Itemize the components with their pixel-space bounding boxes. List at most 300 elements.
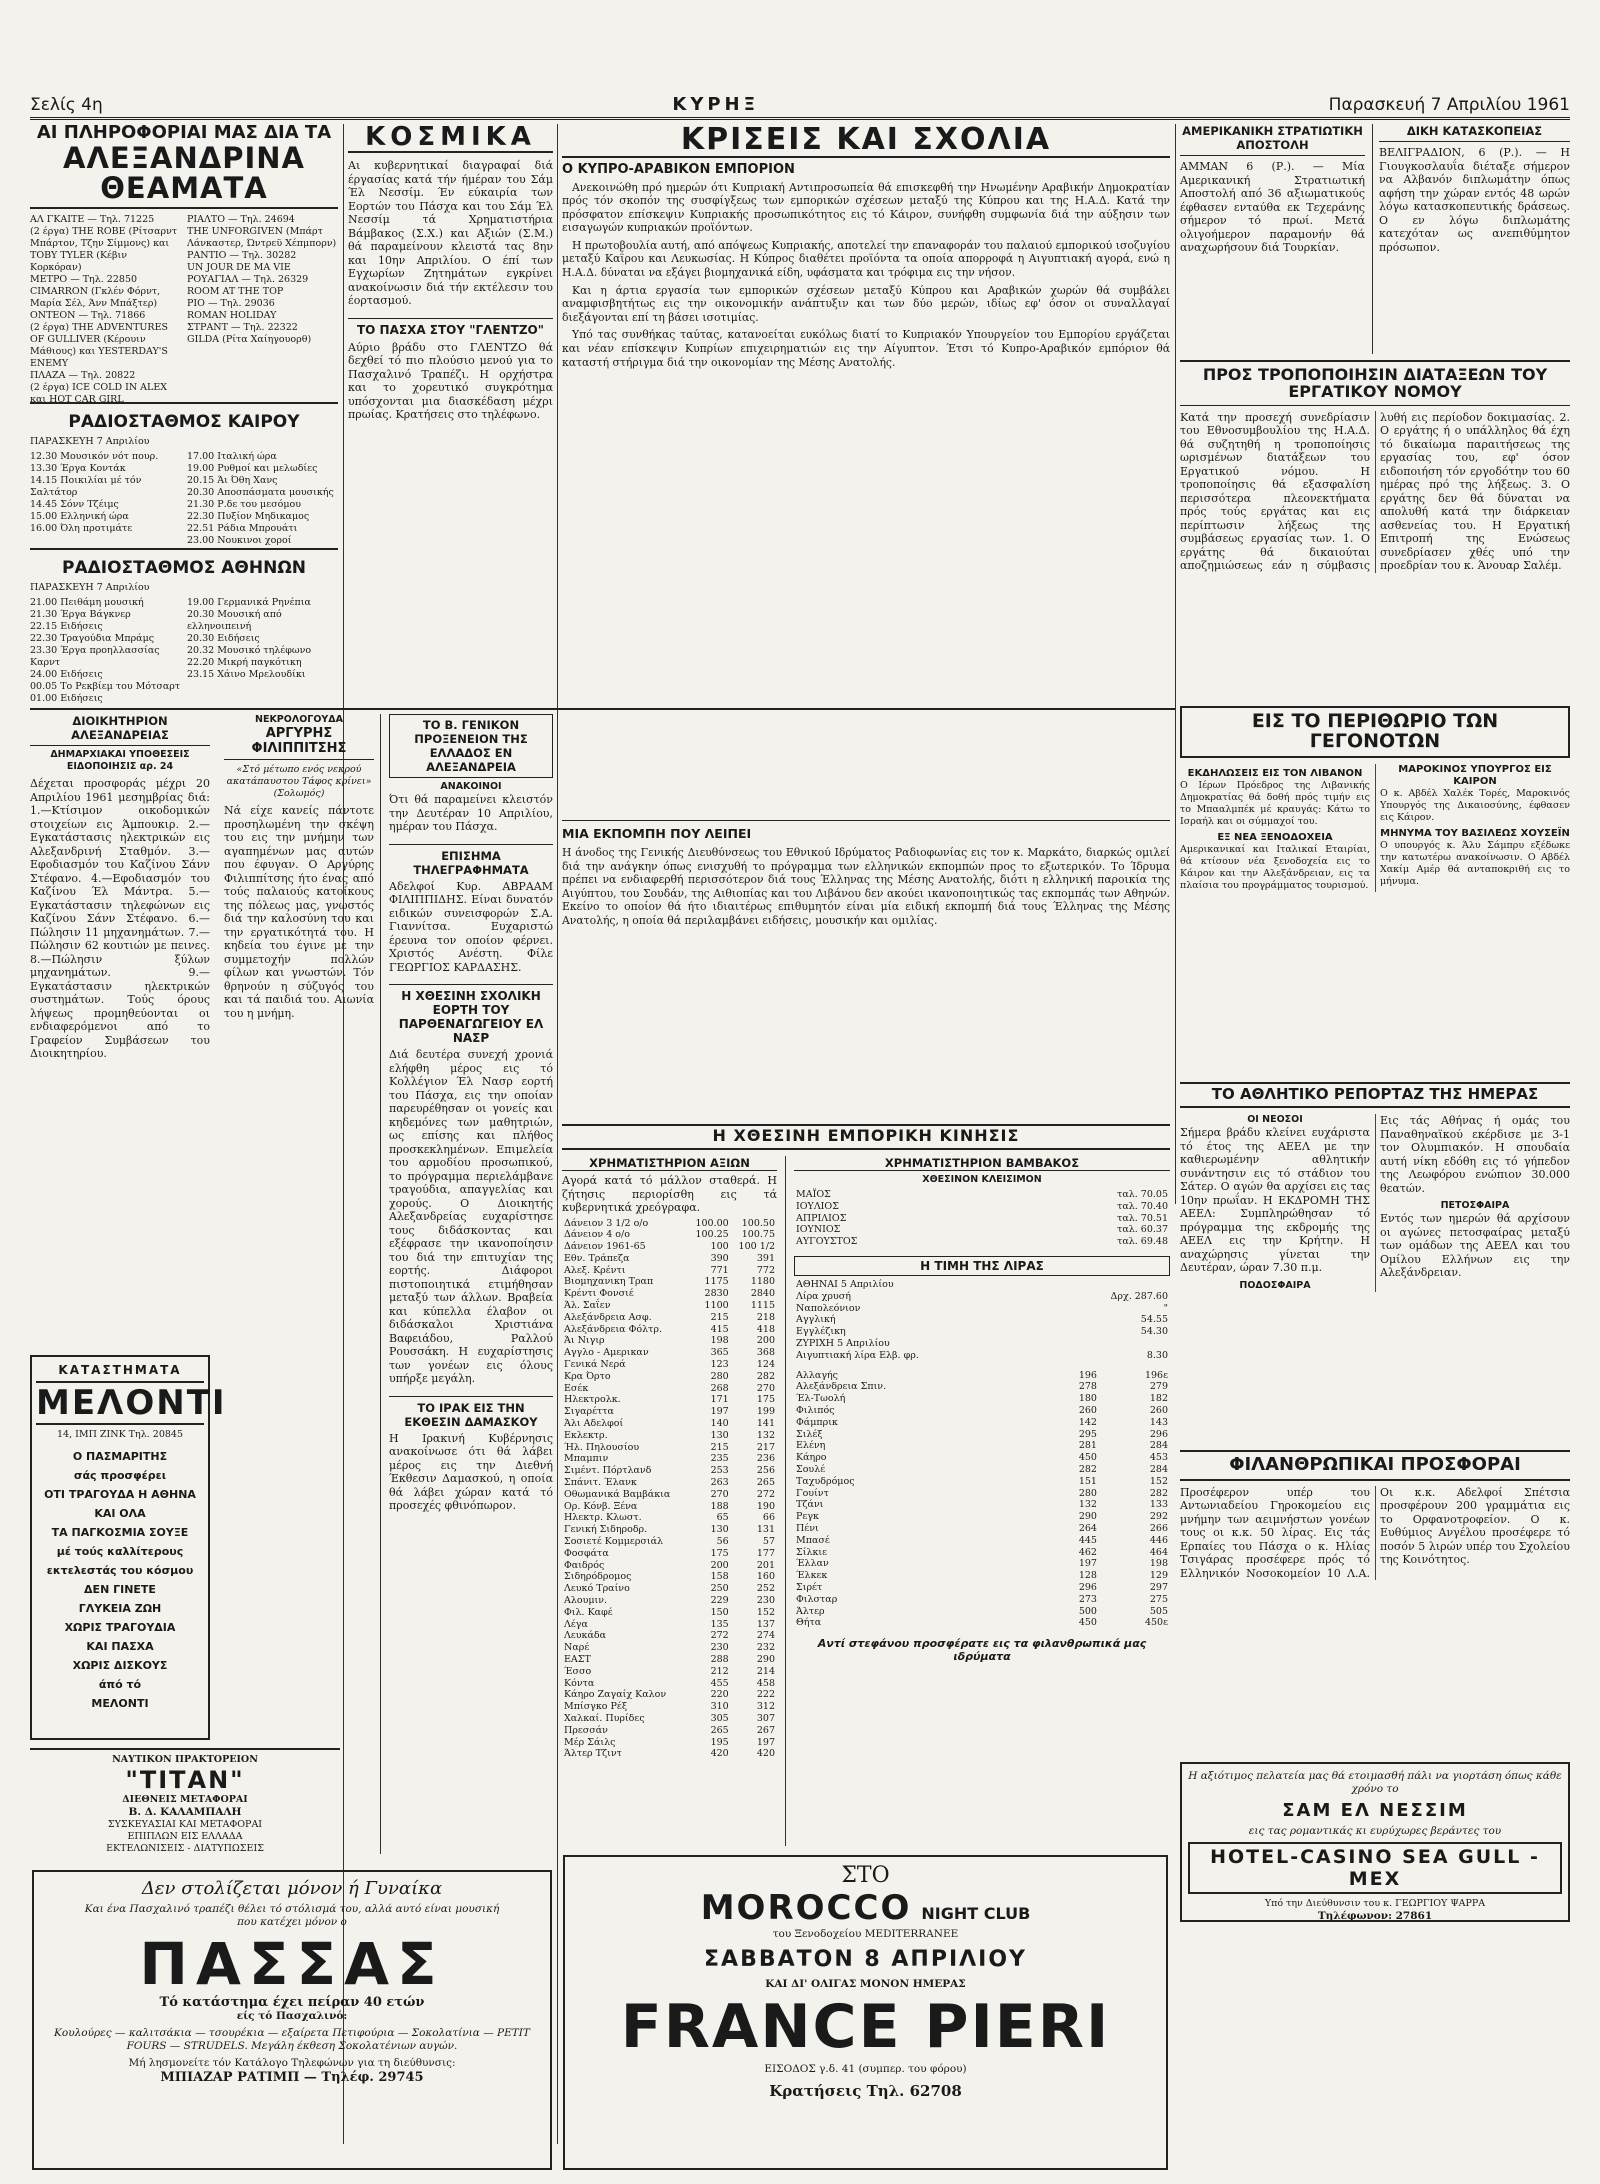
row-label: Κάηρο <box>796 1452 827 1464</box>
stock-row <box>562 1701 777 1713</box>
row-value: 445 <box>1078 1534 1097 1546</box>
row-value: 133 <box>1149 1499 1168 1511</box>
lira-row <box>794 1291 1170 1303</box>
radio-program-line: 00.05 Το Ρεκβίεμ του Μότσαρτ <box>30 681 181 692</box>
row-label: Δάνειον 1961-65 <box>564 1241 646 1253</box>
bond-row <box>794 1617 1170 1629</box>
lira-row <box>794 1326 1170 1338</box>
admin-notice <box>30 714 210 1344</box>
stock-row <box>562 1276 777 1288</box>
stock-row <box>562 1312 777 1324</box>
cosmika-section <box>348 124 553 704</box>
row-value: 307 <box>756 1712 775 1724</box>
row-value: 236 <box>756 1453 775 1465</box>
sport-body: Σήμερα βράδυ κλείνει ευχάριστα τό έτος της ΑΕΕΛ με την καθιερωμένην αθλητικήν συνάντησιν εις τό στάδιον του Σάτερ. Ο αγών θα αρχίσει εις τας 10ην πρωΐαν. Η ΕΚΔΡΟΜΗ ΤΗΣ ΑΕΕΛ: Συμπληρώθησαν τό πρόγραμμα της εκδρομής της ΑΕΕΛ εις την Κρήτην. Η αναχώρησις γίνεται την Δευτέραν, ώραν 7.30 π.μ. <box>1180 1126 1370 1274</box>
masthead <box>30 92 1570 120</box>
obituary <box>224 714 381 1854</box>
bond-row <box>794 1488 1170 1500</box>
row-label: Αιγυπτιακή λίρα Ελβ. φρ. <box>796 1349 919 1361</box>
row-label: Κρα Όρτο <box>564 1370 611 1382</box>
cotton-table <box>794 1189 1170 1248</box>
row-value: 290 <box>1078 1511 1097 1523</box>
row-value: 1175 <box>704 1276 729 1288</box>
row-value: 252 <box>756 1583 775 1595</box>
stock-row <box>562 1324 777 1336</box>
theater-listing-line: (2 έργα) THE ADVENTURES OF GULLIVER (Κέρουιν Μάθιους) και YESTERDAY'S ENEMY <box>30 321 169 369</box>
cosmika-title: ΚΟΣΜΙΚΑ <box>348 124 553 153</box>
theaters-title: ΑΛΕΞΑΝΔΡΙΝΑ ΘΕΑΜΑΤΑ <box>30 143 338 209</box>
mission-title: ΜΙΑ ΕΚΠΟΜΠΗ ΠΟΥ ΛΕΙΠΕΙ <box>562 826 752 841</box>
stock-row <box>562 1465 777 1477</box>
row-value: 265 <box>756 1477 775 1489</box>
row-label: Κρέντι Φονσιέ <box>564 1288 634 1300</box>
row-label: Πρεσσάν <box>564 1724 608 1736</box>
row-value: 292 <box>1149 1511 1168 1523</box>
radio-program-line: 20.15 Άι Όθη Χανς <box>187 475 278 486</box>
cotton-row <box>794 1224 1170 1236</box>
issue-date: Παρασκευή 7 Απριλίου 1961 <box>1328 95 1570 115</box>
row-value: 141 <box>756 1418 775 1430</box>
theater-listing-line: ROMAN HOLIDAY <box>187 309 277 321</box>
stock-row <box>562 1288 777 1300</box>
row-value: 284 <box>1149 1463 1168 1475</box>
labor-title: ΠΡΟΣ ΤΡΟΠΟΠΟΙΗΣΙΝ ΔΙΑΤΑΞΕΩΝ ΤΟΥ ΕΡΓΑΤΙΚΟΥ ΝΟΜΟΥ <box>1180 367 1570 406</box>
row-value: 222 <box>756 1689 775 1701</box>
stocks-title: ΧΡΗΜΑΤΙΣΤΗΡΙΟΝ ΑΞΙΩΝ <box>562 1156 777 1171</box>
stock-row <box>562 1571 777 1583</box>
row-value: 215 <box>710 1441 729 1453</box>
easter-body: Αύριο βράδυ στο ΓΛΕΝΤΖΟ θά δεχθεί τό πιο πλούσιο μενού για το Πασχαλινό Τραπέζι. Η ορχήστρα και το χορευτικό συγκρότημα υπόσχονται μια διασκέδαση μέχρι πρωίας. Κρατήσεις στο τηλέφωνο. <box>348 340 553 422</box>
theater-listing-line: ΡΟΥΑΓΙΑΛ — Τηλ. 26329 <box>187 273 309 285</box>
market-banner <box>562 1124 1170 1150</box>
radio-cairo-date: ΠΑΡΑΣΚΕΥΗ 7 Απριλίου <box>30 436 150 447</box>
radio-program-line: 20.30 Μουσική από ελληνοιπεινή <box>187 609 282 632</box>
theater-listing-line: ΣΤΡΑΝΤ — Τηλ. 22322 <box>187 321 298 333</box>
row-label: Εγγλέζικη <box>796 1326 846 1338</box>
mission-section <box>562 820 1170 1120</box>
row-label: Άι Νιγιρ <box>564 1335 605 1347</box>
titan-head: ΝΑΥΤΙΚΟΝ ΠΡΑΚΤΟΡΕΙΟΝ <box>112 1754 258 1765</box>
row-value: 54.30 <box>1140 1326 1168 1338</box>
hotel-ad <box>1180 1762 1570 1922</box>
school-title: Η ΧΘΕΣΙΝΗ ΣΧΟΛΙΚΗ ΕΟΡΤΗ ΤΟΥ ΠΑΡΘΕΝΑΓΩΓΕΙΟΥ ΕΛ ΝΑΣΡ <box>389 984 553 1045</box>
radio-program-line: 22.51 Ράδια Μπρουάτι <box>187 523 298 534</box>
row-value: 2830 <box>704 1288 729 1300</box>
row-value: 100.00 <box>695 1217 729 1229</box>
row-label: Έλ-Τωολή <box>796 1393 846 1405</box>
stores-ad-line: ΤΑ ΠΑΓΚΟΣΜΙΑ ΣΟΥΞΕ <box>51 1526 189 1539</box>
row-value: 390 <box>710 1252 729 1264</box>
bond-row <box>794 1582 1170 1594</box>
titan-ad-line: ΕΠΙΠΛΩΝ ΕΙΣ ΕΛΛΑΔΑ <box>127 1831 243 1842</box>
stock-row <box>562 1394 777 1406</box>
charity-title: ΦΙΛΑΝΘΡΩΠΙΚΑΙ ΠΡΟΣΦΟΡΑΙ <box>1180 1450 1570 1481</box>
theater-listing-line: ΠΛΑΖΑ — Τηλ. 20822 <box>30 369 136 381</box>
column-rule <box>1175 124 1176 1204</box>
row-value: 458 <box>756 1677 775 1689</box>
bond-row <box>794 1440 1170 1452</box>
row-value: 2840 <box>750 1288 775 1300</box>
row-value: 215 <box>710 1311 729 1323</box>
radio-program-line: 20.30 Ειδήσεις <box>187 633 260 644</box>
consul-body: Ότι θά παραμείνει κλειστόν την Δευτέραν 10 Απριλίου, ημέραν του Πάσχα. <box>389 793 553 833</box>
row-value: 188 <box>710 1500 729 1512</box>
page-number: Σελίς 4η <box>30 95 103 115</box>
row-value: 368 <box>756 1347 775 1359</box>
hotel-owner: Υπό την Διεύθυνσιν του κ. ΓΕΩΡΓΙΟΥ ΨΑΡΡΑ <box>1264 1898 1486 1909</box>
theater-listing-line: UN JOUR DE MA VIE <box>187 261 291 273</box>
theater-listing-line: ΡΑΝΤΙΟ — Τηλ. 30282 <box>187 249 297 261</box>
radio-program-line: 20.30 Αποσπάσματα μουσικής <box>187 487 334 498</box>
row-value: 235 <box>710 1453 729 1465</box>
passas-address: ΜΠΙΑΖΑΡ ΡΑΤΙΜΠ — Τηλέφ. 29745 <box>160 2070 424 2085</box>
row-value: 265 <box>710 1724 729 1736</box>
obit-name: ΑΡΓΥΡΗΣ ΦΙΛΙΠΠΙΤΣΗΣ <box>224 726 374 760</box>
row-label: Θήτα <box>796 1617 822 1629</box>
row-label: Σιρέτ <box>796 1581 823 1593</box>
row-value: 142 <box>1078 1416 1097 1428</box>
iraq-body: Η Ιρακινή Κυβέρνησις ανακοίνωσε ότι θά λάβει μέρος εις την Διεθνή Έκθεσιν Δαμασκού, η οποία θά λάβει χώραν κατά τό προσεχές φθινόπωρον. <box>389 1431 553 1512</box>
row-label: Αγγλο - Αμερικαν <box>564 1347 649 1359</box>
row-value: 446 <box>1149 1534 1168 1546</box>
row-label: Ορ. Κόνβ. Ξένα <box>564 1500 638 1512</box>
row-value: 100.75 <box>741 1229 775 1241</box>
radio-athens-left-list <box>30 597 181 705</box>
football-body: Εις τάς Αθήνας ή ομάς του Παναθηναϊκού εκέρδισε με 3-1 τον Ολυμπιακόν. Η σπουδαία αυτή νίκη εδόθη εις τό γήπεδον της Λεωφόρου ενώπιον 30.000 θεατών. <box>1380 1114 1570 1195</box>
row-value: 418 <box>756 1323 775 1335</box>
row-label: Σιμέντ. Πόρτλανδ <box>564 1465 652 1477</box>
stores-lines <box>36 1447 204 1713</box>
telegrams-body: Αδελφοί Κυρ. ΑΒΡΑΑΜ ΦΙΛΙΠΠΙΔΗΣ. Είναι δυνατόν ειδικών συνεισφορών Σ.Α. Γιαννίτσα. Ευχαριστώ έρευνα τον οποίον φέρνει. Χριστός Ανέστη. Φίλε ΓΕΩΡΓΙΟΣ ΚΑΡΔΑΣΗΣ. <box>389 879 553 974</box>
row-label: Φοσφάτα <box>564 1547 609 1559</box>
crises-title: ΚΡΙΣΕΙΣ ΚΑΙ ΣΧΟΛΙΑ <box>562 124 1170 158</box>
radio-cairo-section <box>30 402 338 546</box>
bond-row <box>794 1499 1170 1511</box>
row-label: Πένι <box>796 1522 819 1534</box>
stores-ad-line: ΧΩΡΙΣ ΤΡΑΓΟΥΔΙΑ <box>64 1621 176 1634</box>
row-label: Ήλ. Πηλουσίου <box>564 1441 640 1453</box>
morocco-name: MOROCCO <box>700 1888 912 1928</box>
row-value: 772 <box>756 1264 775 1276</box>
row-value <box>1047 1279 1170 1291</box>
row-label: Κόντα <box>564 1677 595 1689</box>
row-value: 198 <box>710 1335 729 1347</box>
morocco-pre: ΣΤΟ <box>841 1863 890 1888</box>
row-label: Σιλέξ <box>796 1428 823 1440</box>
row-value: 232 <box>756 1642 775 1654</box>
row-value: 274 <box>756 1630 775 1642</box>
row-label: Αλεξάνδρεια Φόλτρ. <box>564 1323 663 1335</box>
row-value: 200 <box>710 1559 729 1571</box>
col2-lower <box>218 714 553 1854</box>
row-value: 305 <box>710 1712 729 1724</box>
row-value: 229 <box>710 1595 729 1606</box>
amer-mission <box>1180 124 1365 354</box>
morocco-only: ΚΑΙ ΔΙ' ΟΛΙΓΑΣ ΜΟΝΟΝ ΗΜΕΡΑΣ <box>765 1978 966 1990</box>
row-value: 152 <box>1149 1475 1168 1487</box>
stock-row <box>562 1229 777 1241</box>
row-label: ΜΑΪΟΣ <box>796 1189 831 1200</box>
row-value: 462 <box>1078 1546 1097 1558</box>
row-value: 453 <box>1149 1452 1168 1464</box>
stores-ad-line: ΔΕΝ ΓΙΝΕΤΕ <box>84 1583 156 1596</box>
easter-title: ΤΟ ΠΑΣΧΑ ΣΤΟΥ "ΓΛΕΝΤΖΟ" <box>348 318 553 337</box>
row-label: ΑΠΡΙΛΙΟΣ <box>796 1212 847 1224</box>
row-value: 296 <box>1078 1581 1097 1593</box>
stock-row <box>562 1678 777 1690</box>
iraq-title: ΤΟ ΙΡΑΚ ΕΙΣ ΤΗΝ ΕΚΘΕΣΙΝ ΔΑΜΑΣΚΟΥ <box>389 1396 553 1429</box>
passas-catalog: Μή λησμονείτε τόν Κατάλογο Τηλεφώνων για τη διεύθυνσις: <box>128 2057 456 2069</box>
admin-body: Δέχεται προσφοράς μέχρι 20 Απριλίου 1961 μεσημβρίας διά: 1.—Κτίσιμον οικοδομικών στοιχείων εις Άμπουκιρ. 2.—Εγκατάστασις ηλεκτρικών εις Αλεξανδρινή Σταθμόν. 3.—Εφοδιασμόν του Καζίνου Σάνν Στέφανο. 4.—Εφοδιασμόν του Καζίνου Έλ Μάντρα. 5.—Εγκατάστασιν τηλεφώνων εις Καζίνου Σάνν Στέφανο. 6.—Πώλησιν 11 μηχανημάτων. 7.—Πώλησιν 62 κουτιών με πεινες. 8.—Πώλησιν ξύλων μηχανημάτων. 9.—Εγκατάστασιν ηλεκτρικών συστημάτων. Τούς όρους λήψεως προμηθεύονται οι ενδιαφερόμενοι από το Γραφείον Συμβάσεων του Διοικητηρίου. <box>30 777 210 1060</box>
bond-row <box>794 1393 1170 1405</box>
hotel-ad-text: Η αξιότιμος πελατεία μας θά ετοιμασθή πάλι να γιορτάση όπως κάθε χρόνο το <box>1188 1770 1562 1795</box>
stores-ad-line: ΚΑΙ ΟΛΑ <box>94 1507 146 1520</box>
theater-listing-line: THE UNFORGIVEN (Μπάρτ Λάνκαστερ, Ώντρεϋ Χέπμπορν) <box>187 225 337 249</box>
row-value: 270 <box>756 1382 775 1394</box>
stores-ad-line: ΓΛΥΚΕΙΑ ΖΩΗ <box>78 1602 162 1615</box>
row-value: 310 <box>710 1701 729 1713</box>
radio-program-line: 15.00 Ελληνική ώρα <box>30 511 129 522</box>
margin-item-body: Ο Ιέρων Πρόεδρος της Λιβανικής Δημοκρατίας θά δοθή πρός τιμήν εις το Μπααλμπέκ μέ κραυγάς: Κάτω το Ισραήλ και οι σύμμαχοί του. <box>1180 779 1370 827</box>
radio-program-line: 16.00 Όλη προτιμάτε <box>30 523 133 534</box>
row-value: 143 <box>1149 1416 1168 1428</box>
theater-listing-line: ΜΕΤΡΟ — Τηλ. 22850 <box>30 273 138 285</box>
row-value: 280 <box>710 1370 729 1382</box>
stores-ad-line: σάς προσφέρει <box>73 1469 167 1482</box>
row-value: 297 <box>1149 1581 1168 1593</box>
stock-row <box>562 1265 777 1277</box>
row-value: 100 <box>710 1241 729 1253</box>
row-value: 264 <box>1078 1522 1097 1534</box>
row-value: 212 <box>710 1665 729 1677</box>
charity-section <box>1180 1450 1570 1755</box>
stock-row <box>562 1300 777 1312</box>
row-value: 65 <box>716 1512 729 1524</box>
crises-body <box>562 181 1170 370</box>
radio-program-line: 23.00 Νουκινοι χοροί <box>187 535 292 546</box>
row-value: 391 <box>756 1252 775 1264</box>
row-value: 420 <box>710 1748 729 1760</box>
row-label: ΕΑΣΤ <box>564 1653 591 1665</box>
row-label: Φιλσταρ <box>796 1593 838 1605</box>
row-value: 415 <box>710 1323 729 1335</box>
row-label: Άλτερ Τζιντ <box>564 1748 622 1760</box>
stores-ad-line: εκτελεστάς του κόσμου <box>46 1564 194 1577</box>
row-label: Μπασέ <box>796 1534 830 1546</box>
lira-row <box>794 1338 1170 1350</box>
radio-program-line: 20.32 Μουσικό τηλέφωνο <box>187 645 312 656</box>
bond-row <box>794 1523 1170 1535</box>
row-value: 123 <box>710 1359 729 1371</box>
row-value: 217 <box>756 1441 775 1453</box>
margin-item-heading: ΕΞ ΝΕΑ ΞΕΝΟΔΟΧΕΙΑ <box>1217 831 1333 843</box>
row-value: 260 <box>1078 1404 1097 1416</box>
stock-row <box>562 1583 777 1595</box>
amer-title: ΑΜΕΡΙΚΑΝΙΚΗ ΣΤΡΑΤΙΩΤΙΚΗ ΑΠΟΣΤΟΛΗ <box>1180 124 1365 156</box>
row-label: Έλλαν <box>796 1558 829 1570</box>
row-value: ταλ. 70.51 <box>1117 1212 1168 1224</box>
row-value: 197 <box>710 1406 729 1418</box>
row-value: 151 <box>1078 1475 1097 1487</box>
bond-row <box>794 1429 1170 1441</box>
row-value: 152 <box>756 1606 775 1618</box>
row-label: Ναρέ <box>564 1642 590 1654</box>
titan-owner: Β. Δ. ΚΑΛΑΜΠΑΛΗ <box>128 1806 242 1818</box>
row-value: 124 <box>756 1359 775 1371</box>
theater-listing-line: (2 έργα) THE ROBE (Ρίτσαρντ Μπάρτον, Τζην Σίμμονς) και TOBY TYLER (Κέβιν Κορκόραν) <box>30 225 178 273</box>
stock-row <box>562 1607 777 1619</box>
lira-row <box>794 1314 1170 1326</box>
titan-sub: ΔΙΕΘΝΕΙΣ ΜΕΤΑΦΟΡΑΙ <box>122 1794 248 1805</box>
passas-items: Κουλούρες — καλιτσάκια — τσουρέκια — εξαίρετα Πετιφούρια — Σοκολατίνια — PETIT FOURS — STRUDELS. Μεγάλη έκθεση Σοκολατένιων αυγών. <box>54 2027 530 2052</box>
row-label: Γενική Σιδηροδρ. <box>564 1524 648 1536</box>
stock-row <box>562 1501 777 1513</box>
row-value: 295 <box>1078 1428 1097 1440</box>
row-label: Φαιδρός <box>564 1559 605 1571</box>
row-value: Δρχ. 287.60 <box>1110 1290 1168 1302</box>
row-value: 100 1/2 <box>738 1241 775 1253</box>
row-label: Αγγλική <box>796 1314 836 1326</box>
obit-quote: «Στό μέτωπο ενός νεκρού ακατάπαυστου Τάφος κρίνει» (Σολωμός) <box>226 764 372 799</box>
row-value: 132 <box>1078 1499 1097 1511</box>
stock-row <box>562 1619 777 1631</box>
stores-ad-line: Ο ΠΑΣΜΑΡΙΤΗΣ <box>72 1450 168 1463</box>
row-value: 54.55 <box>1140 1314 1168 1326</box>
radio-athens-right-list <box>187 597 338 705</box>
row-label: Σουλέ <box>796 1463 826 1475</box>
row-value: 197 <box>756 1736 775 1748</box>
cotton-row <box>794 1213 1170 1225</box>
morocco-ad <box>563 1855 1168 2170</box>
stock-row <box>562 1477 777 1489</box>
row-label: Ελένη <box>796 1440 826 1452</box>
row-value: 1100 <box>704 1300 729 1312</box>
stock-row <box>562 1748 777 1760</box>
stock-row <box>562 1453 777 1465</box>
row-label: Λευκάδα <box>564 1630 607 1642</box>
bond-row <box>794 1370 1170 1382</box>
stock-row <box>562 1383 777 1395</box>
row-label: Ταχυδρόμος <box>796 1475 855 1487</box>
row-value: 272 <box>756 1488 775 1500</box>
theater-listing-line: ΡΙΑΛΤΟ — Τηλ. 24694 <box>187 213 295 225</box>
row-label: Λέγα <box>564 1618 588 1630</box>
row-value: ταλ. 70.05 <box>1117 1189 1168 1200</box>
row-value: ταλ. 70.40 <box>1117 1200 1168 1212</box>
row-value: " <box>1163 1302 1168 1314</box>
row-label: Άλ. Σαΐεν <box>564 1300 611 1312</box>
row-value: 280 <box>1078 1487 1097 1499</box>
crises-section <box>562 124 1170 814</box>
bond-row <box>794 1535 1170 1547</box>
stock-row <box>562 1442 777 1454</box>
row-label: Αλεξάνδρεια Ασφ. <box>564 1311 652 1323</box>
radio-program-line: 22.15 Ειδήσεις <box>30 621 103 632</box>
row-label: Ναπολεόνιον <box>796 1302 861 1314</box>
row-value: 1180 <box>750 1276 775 1288</box>
row-label: Σίλκιε <box>796 1546 828 1558</box>
row-label: Ρεγκ <box>796 1511 819 1523</box>
row-value: 129 <box>1149 1570 1168 1582</box>
stock-row <box>562 1524 777 1536</box>
row-value: 150 <box>710 1606 729 1618</box>
row-value: 263 <box>710 1477 729 1489</box>
sport-body-area <box>1180 1114 1570 1444</box>
row-value: 505 <box>1149 1605 1168 1617</box>
row-value: 56 <box>716 1536 729 1548</box>
col2-news <box>389 714 553 1854</box>
row-value: 220 <box>710 1689 729 1701</box>
row-value: 268 <box>710 1382 729 1394</box>
article-paragraph: Η πρωτοβουλία αυτή, από απόψεως Κυπριακής, αποτελεί την επαναφοράν του παλαιού εμπορικού ισοζυγίου μεταξύ Καΐρου και Λευκωσίας. Η Κύπρος διαθέτει προϊόντα τα οποία απορροφά η Αιγυπτιακή αγορά, ενώ η Η.Α.Δ. δύναται να εξάγει βιομηχανικά είδη, υφάσματα και τρόφιμα εις την νήσον. <box>562 238 1170 280</box>
theater-listing-line: CIMARRON (Γκλέν Φόρντ, Μαρία Σέλ, Άνν Μπάξτερ) <box>30 285 161 309</box>
row-value: 57 <box>762 1536 775 1548</box>
row-label: Έσσο <box>564 1665 592 1677</box>
row-value: 1115 <box>750 1300 775 1312</box>
row-value: 266 <box>1149 1522 1168 1534</box>
consul-sub: ΑΝΑΚΟΙΝΟΙ <box>440 781 502 792</box>
row-label: Εσέκ <box>564 1382 589 1394</box>
radio-program-line: 24.00 Ειδήσεις <box>30 669 103 680</box>
row-value: 230 <box>756 1595 775 1606</box>
stock-row <box>562 1630 777 1642</box>
stock-row <box>562 1737 777 1749</box>
obit-head: ΝΕΚΡΟΛΟΓΟΥΔΑ <box>255 714 343 725</box>
stores-ad-line: ΟΤΙ ΤΡΑΓΟΥΔΑ Η ΑΘΗΝΑ <box>44 1488 196 1501</box>
admin-title: ΔΙΟΙΚΗΤΗΡΙΟΝ ΑΛΕΞΑΝΔΡΕΙΑΣ <box>30 714 210 746</box>
row-value: 160 <box>756 1571 775 1583</box>
radio-program-line: 17.00 Ιταλική ώρα <box>187 451 277 462</box>
margin-item-body: Ο κ. Αβδέλ Χαλέκ Τορές, Μαροκινός Υπουργός της Δικαιοσύνης, έφθασεν εις Κάιρον. <box>1380 787 1570 823</box>
row-label: Εθν. Τράπεζα <box>564 1252 630 1264</box>
cotton-row <box>794 1201 1170 1213</box>
row-value: 197 <box>1078 1558 1097 1570</box>
row-label: Σοσιετέ Κομμερσιάλ <box>564 1536 664 1548</box>
hotel-line: εις τας ρομαντικάς κι ευρύχωρες βεράντες του <box>1248 1825 1502 1837</box>
row-label: Σιγαρέττα <box>564 1406 614 1418</box>
consul-title: ΤΟ Β. ΓΕΝΙΚΟΝ ΠΡΟΞΕΝΕΙΟΝ ΤΗΣ ΕΛΛΑΔΟΣ ΕΝ ΑΛΕΞΑΝΔΡΕΙΑ <box>389 714 553 778</box>
labor-body: Κατά την προσεχή συνεδρίασιν του Εθνοσυμβουλίου της Η.Α.Δ. θά συζητηθή η τροποποίησις ωρισμένων διατάξεων του Εργατικού νόμου. Η τροποποίησις θά εξασφαλίση περισσότερα πλεονεκτήματα πρός τούς εργάτας και εις περίπτωσιν λήξεως της συμβάσεως εργασίας των. 1. Ο εργάτης θά δικαιούται αποζημιώσεως εάν η σύμβασις λυθή εις περίοδον δοκιμασίας. 2. Ο εργάτης ή ο υπάλληλος θά έχη τό δικαίωμα παραιτήσεως της εργασίας του, εφ' όσον ειδοποιήση τόν εργοδότην του 60 ημέρας πρό της λήξεως. 3. Ο εργάτης δεν θά δύναται να απολυθή κατά την διάρκειαν ασθενείας του. Η Εργατική Επιτροπή της Ενώσεως συνεδρίασεν χθές υπό την προεδρίαν του κ. Άνουαρ Σαλέμ. <box>1180 410 1570 573</box>
row-value: 284 <box>1149 1440 1168 1452</box>
row-value: 200 <box>756 1335 775 1347</box>
row-label: ΙΟΥΛΙΟΣ <box>796 1200 839 1212</box>
row-value: 256 <box>756 1465 775 1477</box>
row-value: ταλ. 69.48 <box>1117 1236 1168 1248</box>
row-label: Άλτερ <box>796 1605 825 1617</box>
row-value: 66 <box>762 1512 775 1524</box>
bond-row <box>794 1381 1170 1393</box>
row-label: Οθωμανικά Βαμβάκια <box>564 1488 671 1500</box>
row-label: Φιλ. Καφέ <box>564 1606 613 1618</box>
row-value: 132 <box>756 1429 775 1441</box>
theater-listing-line: ΡΙΟ — Τηλ. 29036 <box>187 297 275 309</box>
row-value: 282 <box>1149 1487 1168 1499</box>
stock-row <box>562 1642 777 1654</box>
petos-body: Εντός των ημερών θά αρχίσουν οι αγώνες πετοσφαίρας μεταξύ των ομάδων της ΑΕΕΛ και του Ομίλου Ελλήνων εις την Αλεξάνδρειαν. <box>1380 1212 1570 1279</box>
school-body: Διά δευτέρα συνεχή χρονιά ελήφθη μέρος εις τό Κολλέγιον Έλ Νασρ εορτή του Πάσχα, εις την οποίαν παρευρέθησαν οι γονείς και κηδεμόνες των μαθητριών, ως επίσης και πλήθος προσκεκλημένων. Επιμελεία του αρμοδίου προσωπικού, το πρόγραμμα περιελάμβανε τραγούδια, απαγγελίας και χορούς. Ο Διοικητής Αλεξανδρείας ευχαρίστησε τους διδάσκοντας και εξέφρασε την ικανοποίησιν του διά την επιτυχίαν της εορτής. Διάφοροι πιστοποιητικά ετιμήθησαν μεταξύ των άλλων. Βραβεία και κύπελλα έλαβον οι διδάσκαλοι Χριστιάνα Βαφειάδου, Ραλλού Ρουσσάκη. Η ευχαρίστησις των γονέων εις όλους υπήρξε μεγάλη. <box>389 1048 553 1385</box>
passas-ad <box>32 1870 552 2170</box>
morocco-club: NIGHT CLUB <box>921 1904 1031 1923</box>
row-value: 135 <box>710 1618 729 1630</box>
labor-section <box>1180 360 1570 700</box>
row-value: 130 <box>710 1429 729 1441</box>
theater-listing-line: (2 έργα) ICE COLD IN ALEX και HOT CAR GIRL <box>30 381 168 405</box>
stock-row <box>562 1666 777 1678</box>
lira-row <box>794 1303 1170 1315</box>
row-value: 312 <box>756 1701 775 1713</box>
row-label: Αλεξάνδρεια Σπιν. <box>796 1381 887 1393</box>
stores-ad-line: ΧΩΡΙΣ ΔΙΣΚΟΥΣ <box>72 1659 168 1672</box>
